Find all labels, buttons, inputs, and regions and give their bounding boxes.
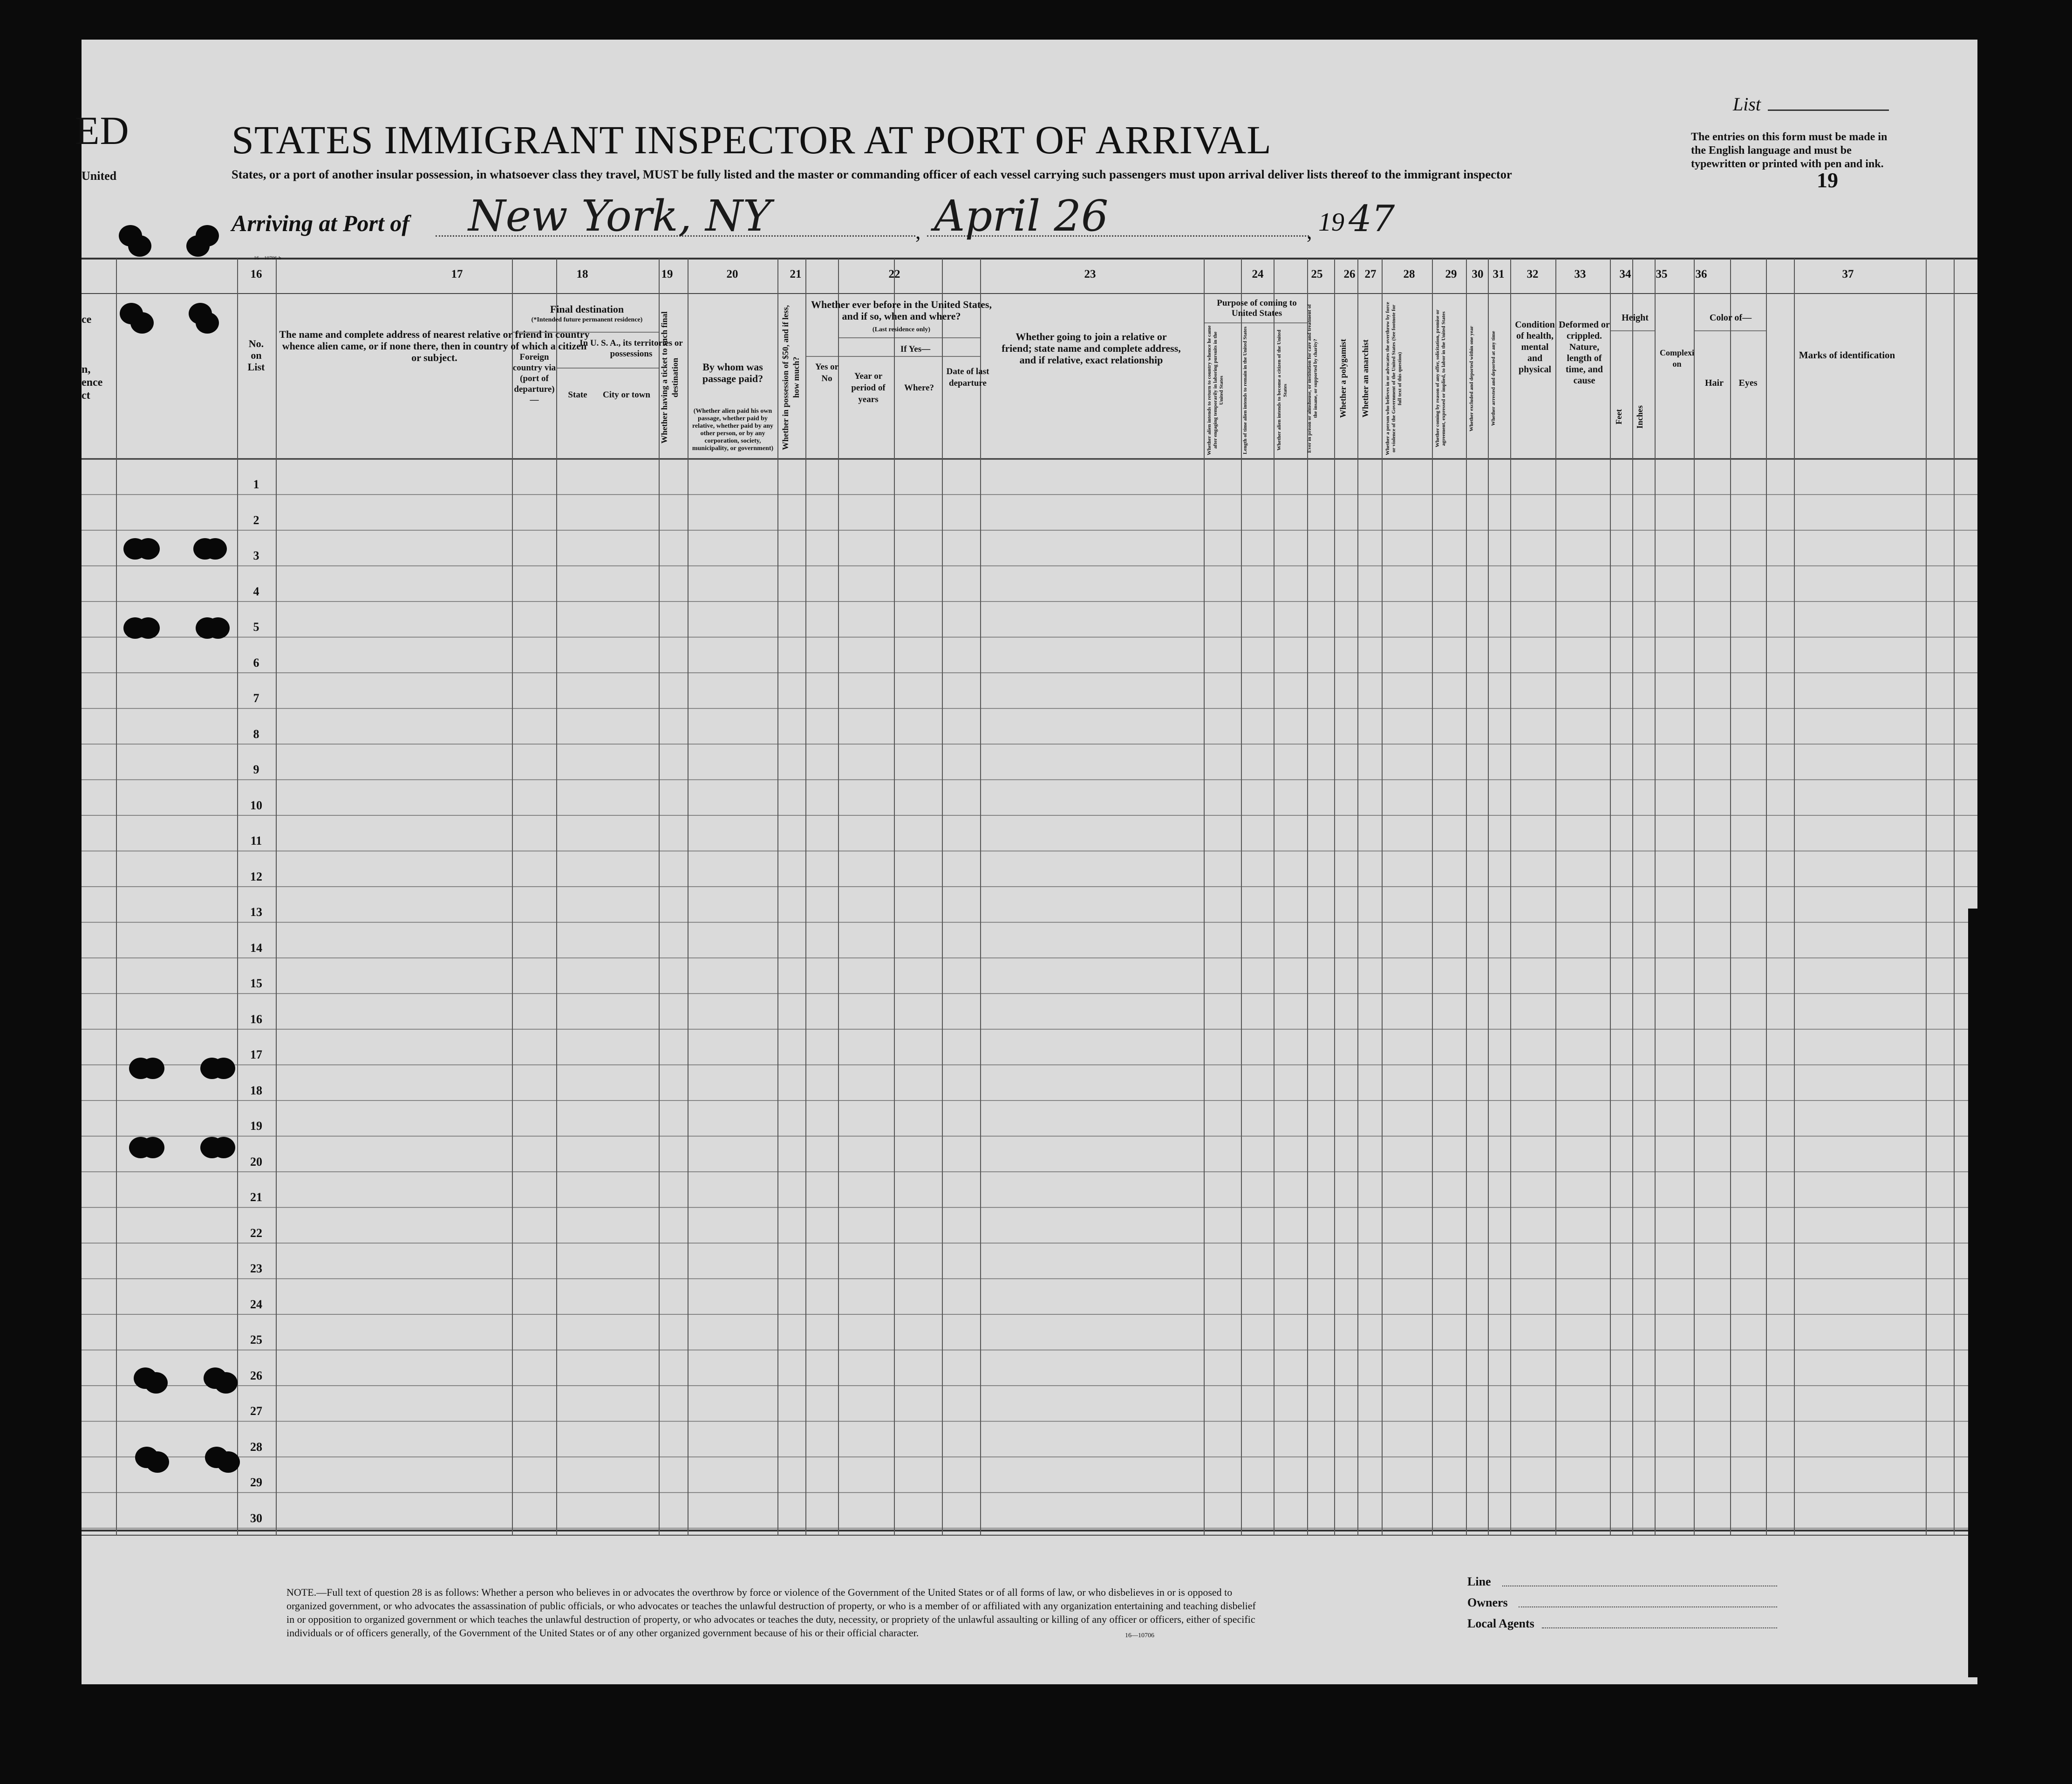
year-handwritten: 47 [1349,198,1395,240]
row-number: 14 [250,941,262,955]
header-anarchist: Whether an anarchist [1361,339,1370,418]
header-arrested: Whether arrested and deported at any time [1491,331,1496,426]
col-num-32: 32 [1527,268,1539,280]
header-purpose: Purpose of coming to United States [1217,298,1297,318]
row-number: 9 [253,763,259,776]
header-ticket: Whether having a ticket to such final destination [660,311,680,444]
port-handwritten: New York, NY [468,191,771,241]
form-title: STATES IMMIGRANT INSPECTOR AT PORT OF ARRIVAL [232,117,1272,162]
col-num-29: 29 [1445,268,1457,280]
page-number: 19 [1817,168,1838,192]
header-eyes: Eyes [1738,378,1758,388]
row-number: 7 [253,691,259,705]
row-number: 2 [253,513,259,527]
row-number: 11 [250,834,262,848]
header-health: Condition of health, mental and physical [1515,320,1555,375]
header-nearest-relative: The name and complete address of nearest relative or friend in country whence alien came, or if none there, then in country of which a citizen or subject. [279,328,590,363]
punch-hole [212,1137,235,1158]
header-city: City or town [602,390,651,400]
punch-hole [206,617,230,639]
header-ever-before-note: (Last residence only) [872,326,931,333]
row-number: 27 [250,1404,262,1418]
row-number: 15 [250,977,262,990]
instructions: The entries on this form must be made in the English language and must be typewritten or printed with pen and ink. [1691,131,1888,170]
header-complexion: Complexion [1660,348,1694,369]
col-num-30: 30 [1472,268,1484,280]
row-number: 5 [253,620,259,634]
line-label: Line [1467,1575,1491,1588]
date-handwritten: April 26 [934,191,1109,241]
left-fragment-3: ence [82,376,103,389]
punch-hole [141,1058,164,1079]
header-hair: Hair [1705,378,1724,388]
left-fragment-2: n, [82,363,91,376]
col-num-31: 31 [1493,268,1505,280]
punch-hole [128,235,151,257]
edge-fragment: ED [75,108,130,153]
header-final-destination: Final destination [550,303,624,315]
row-number: 13 [250,905,262,919]
punch-hole [214,1372,238,1394]
punch-hole [130,312,154,334]
header-state: State [568,390,587,400]
row-number: 28 [250,1440,262,1454]
header-passage-paid: By whom was passage paid? [702,361,763,384]
arriving-label: Arriving at Port of [232,210,409,236]
header-prison: Ever in prison or almshouse, or institution for care and treatment of the insane, or supported by charity? [1307,304,1318,453]
col-num-33: 33 [1574,268,1586,280]
col-num-27: 27 [1364,268,1377,280]
row-number: 29 [250,1476,262,1489]
header-purpose-b: Length of time alien intends to remain in the United States [1242,326,1248,454]
header-height: Height [1622,313,1649,323]
year-prefix: 19 [1318,208,1344,237]
col-num-25: 25 [1311,268,1323,280]
header-if-yes: If Yes— [900,344,931,354]
header-yes-no: Yes or No [815,362,839,383]
row-number: 19 [250,1119,262,1133]
col-num-34: 34 [1619,268,1631,280]
header-foreign-country: Foreign country via (port of departure)— [512,352,556,405]
header-going-to-join: Whether going to join a relative or friend; state name and complete address, and if relative, exact relationship [1002,331,1181,366]
punch-hole [204,538,227,560]
header-deformed: Deformed or crippled. Nature, length of time, and cause [1559,320,1610,386]
list-label: List [1733,94,1761,115]
col-num-16: 16 [250,268,262,280]
header-color-of: Color of— [1709,313,1752,323]
header-date-last-departure: Date of last departure [946,367,989,388]
manifest-sheet [75,40,1977,1684]
punch-hole [217,1451,240,1473]
header-marks: Marks of identification [1799,349,1895,361]
row-number: 10 [250,798,262,812]
punch-hole [186,235,210,257]
punch-hole [212,1058,235,1079]
col-num-18: 18 [576,268,588,280]
punch-hole [136,617,160,639]
row-number: 4 [253,584,259,598]
edge-fragment-united: United [82,169,117,183]
form-subtitle: States, or a port of another insular possession, in whatsoever class they travel, MUST be fully listed and the master or commanding officer of each vessel carrying such passengers must upon arrival deliver lists thereof to the immigrant inspector [232,167,1512,181]
row-number: 1 [253,478,259,491]
header-passage-paid-note: (Whether alien paid his own passage, whether paid by relative, whether paid by any other person, or by any corporation, society, municipality, or government) [692,408,774,452]
small-form-number: 16—10706-b [254,255,281,261]
punch-hole [144,1372,168,1394]
header-where: Where? [904,383,934,393]
header-in-usa: In U. S. A., its territories or possessions [579,338,683,359]
col-num-35: 35 [1656,268,1668,280]
row-number: 30 [250,1511,262,1525]
col-num-28: 28 [1403,268,1415,280]
comma-1: , [915,219,921,243]
col-num-20: 20 [726,268,738,280]
col-num-26: 26 [1343,268,1356,280]
row-number: 22 [250,1226,262,1240]
header-final-destination-note: (*Intended future permanent residence) [531,316,643,323]
row-number: 21 [250,1190,262,1204]
header-ever-before: Whether ever before in the United States, and if so, when and where? [811,299,992,322]
header-excluded: Whether excluded and deported within one year [1469,326,1474,431]
left-fragment-4: ct [82,390,90,402]
header-purpose-c: Whether alien intends to become a citizen of the United States [1276,329,1288,451]
row-number: 26 [250,1368,262,1382]
col-num-37: 37 [1842,268,1854,280]
punch-hole [146,1451,169,1473]
table-grid [82,40,1977,1684]
local-agents-blank [1542,1627,1777,1628]
header-purpose-a: Whether alien intends to return to country whence he came after engaging temporarily in laboring pursuits in the United States [1206,325,1224,455]
footnote-form-code: 16—10706 [1125,1632,1154,1639]
row-number: 16 [250,1012,262,1026]
header-feet: Feet [1614,409,1623,425]
row-number: 17 [250,1048,262,1061]
col-num-17: 17 [451,268,463,280]
col-num-22: 22 [888,268,900,280]
punch-hole [136,538,160,560]
header-overthrow: Whether a person who believes in or advocates the overthrow by force or violence of the Government of the United States (See footnote for full text of this question) [1385,302,1403,455]
row-number: 3 [253,549,259,562]
header-polygamist: Whether a polygamist [1338,339,1348,418]
col-num-21: 21 [790,268,802,280]
header-year-period: Year or period of years [851,371,886,404]
row-number: 6 [253,656,259,670]
local-agents-label: Local Agents [1467,1617,1534,1630]
left-fragment-1: ce [82,314,92,326]
row-number: 12 [250,869,262,883]
punch-hole [196,312,219,334]
col-num-23: 23 [1084,268,1096,280]
list-blank-line [1768,109,1889,111]
header-no-on-list: No. on List [247,338,265,373]
footnote-question-28: NOTE.—Full text of question 28 is as follows: Whether a person who believes in or advocates the overthrow by force or violence of the Government of the United States or of all forms of law, or who disbelieves in or is opposed to organized government, or who advocates the assassination of public officials, or who advocates or teaches the unlawful destruction of property, or who is a member of or affiliated with any organization entertaining and teaching disbelief in or opposition to organized government or which teaches the unlawful destruction of property, or who advocates or teaches the duty, necessity, or propriety of the unlawful assaulting or killing of any officer or officers, either of specific individuals or of officers generally, of the Government of the United States or of any other organized government because of his or their official character. [286,1586,1256,1639]
punch-hole [141,1137,164,1158]
row-number: 8 [253,727,259,741]
header-labor-offer: Whether coming by reason of any offer, solicitation, promise or agreement, expressed or implied, to labor in the United States [1435,309,1446,448]
owners-blank [1519,1606,1777,1607]
paper-tear-edge [1968,909,1982,1677]
row-number: 25 [250,1333,262,1347]
col-num-36: 36 [1695,268,1707,280]
row-number: 18 [250,1083,262,1097]
owners-label: Owners [1467,1596,1508,1609]
col-num-24: 24 [1252,268,1264,280]
row-number: 23 [250,1262,262,1275]
row-number: 20 [250,1155,262,1169]
col-num-19: 19 [661,268,673,280]
row-number: 24 [250,1297,262,1311]
header-fifty-dollars: Whether in possession of $50, and if less, how much? [781,305,801,450]
header-inches: Inches [1635,405,1644,429]
comma-2: , [1307,219,1312,243]
